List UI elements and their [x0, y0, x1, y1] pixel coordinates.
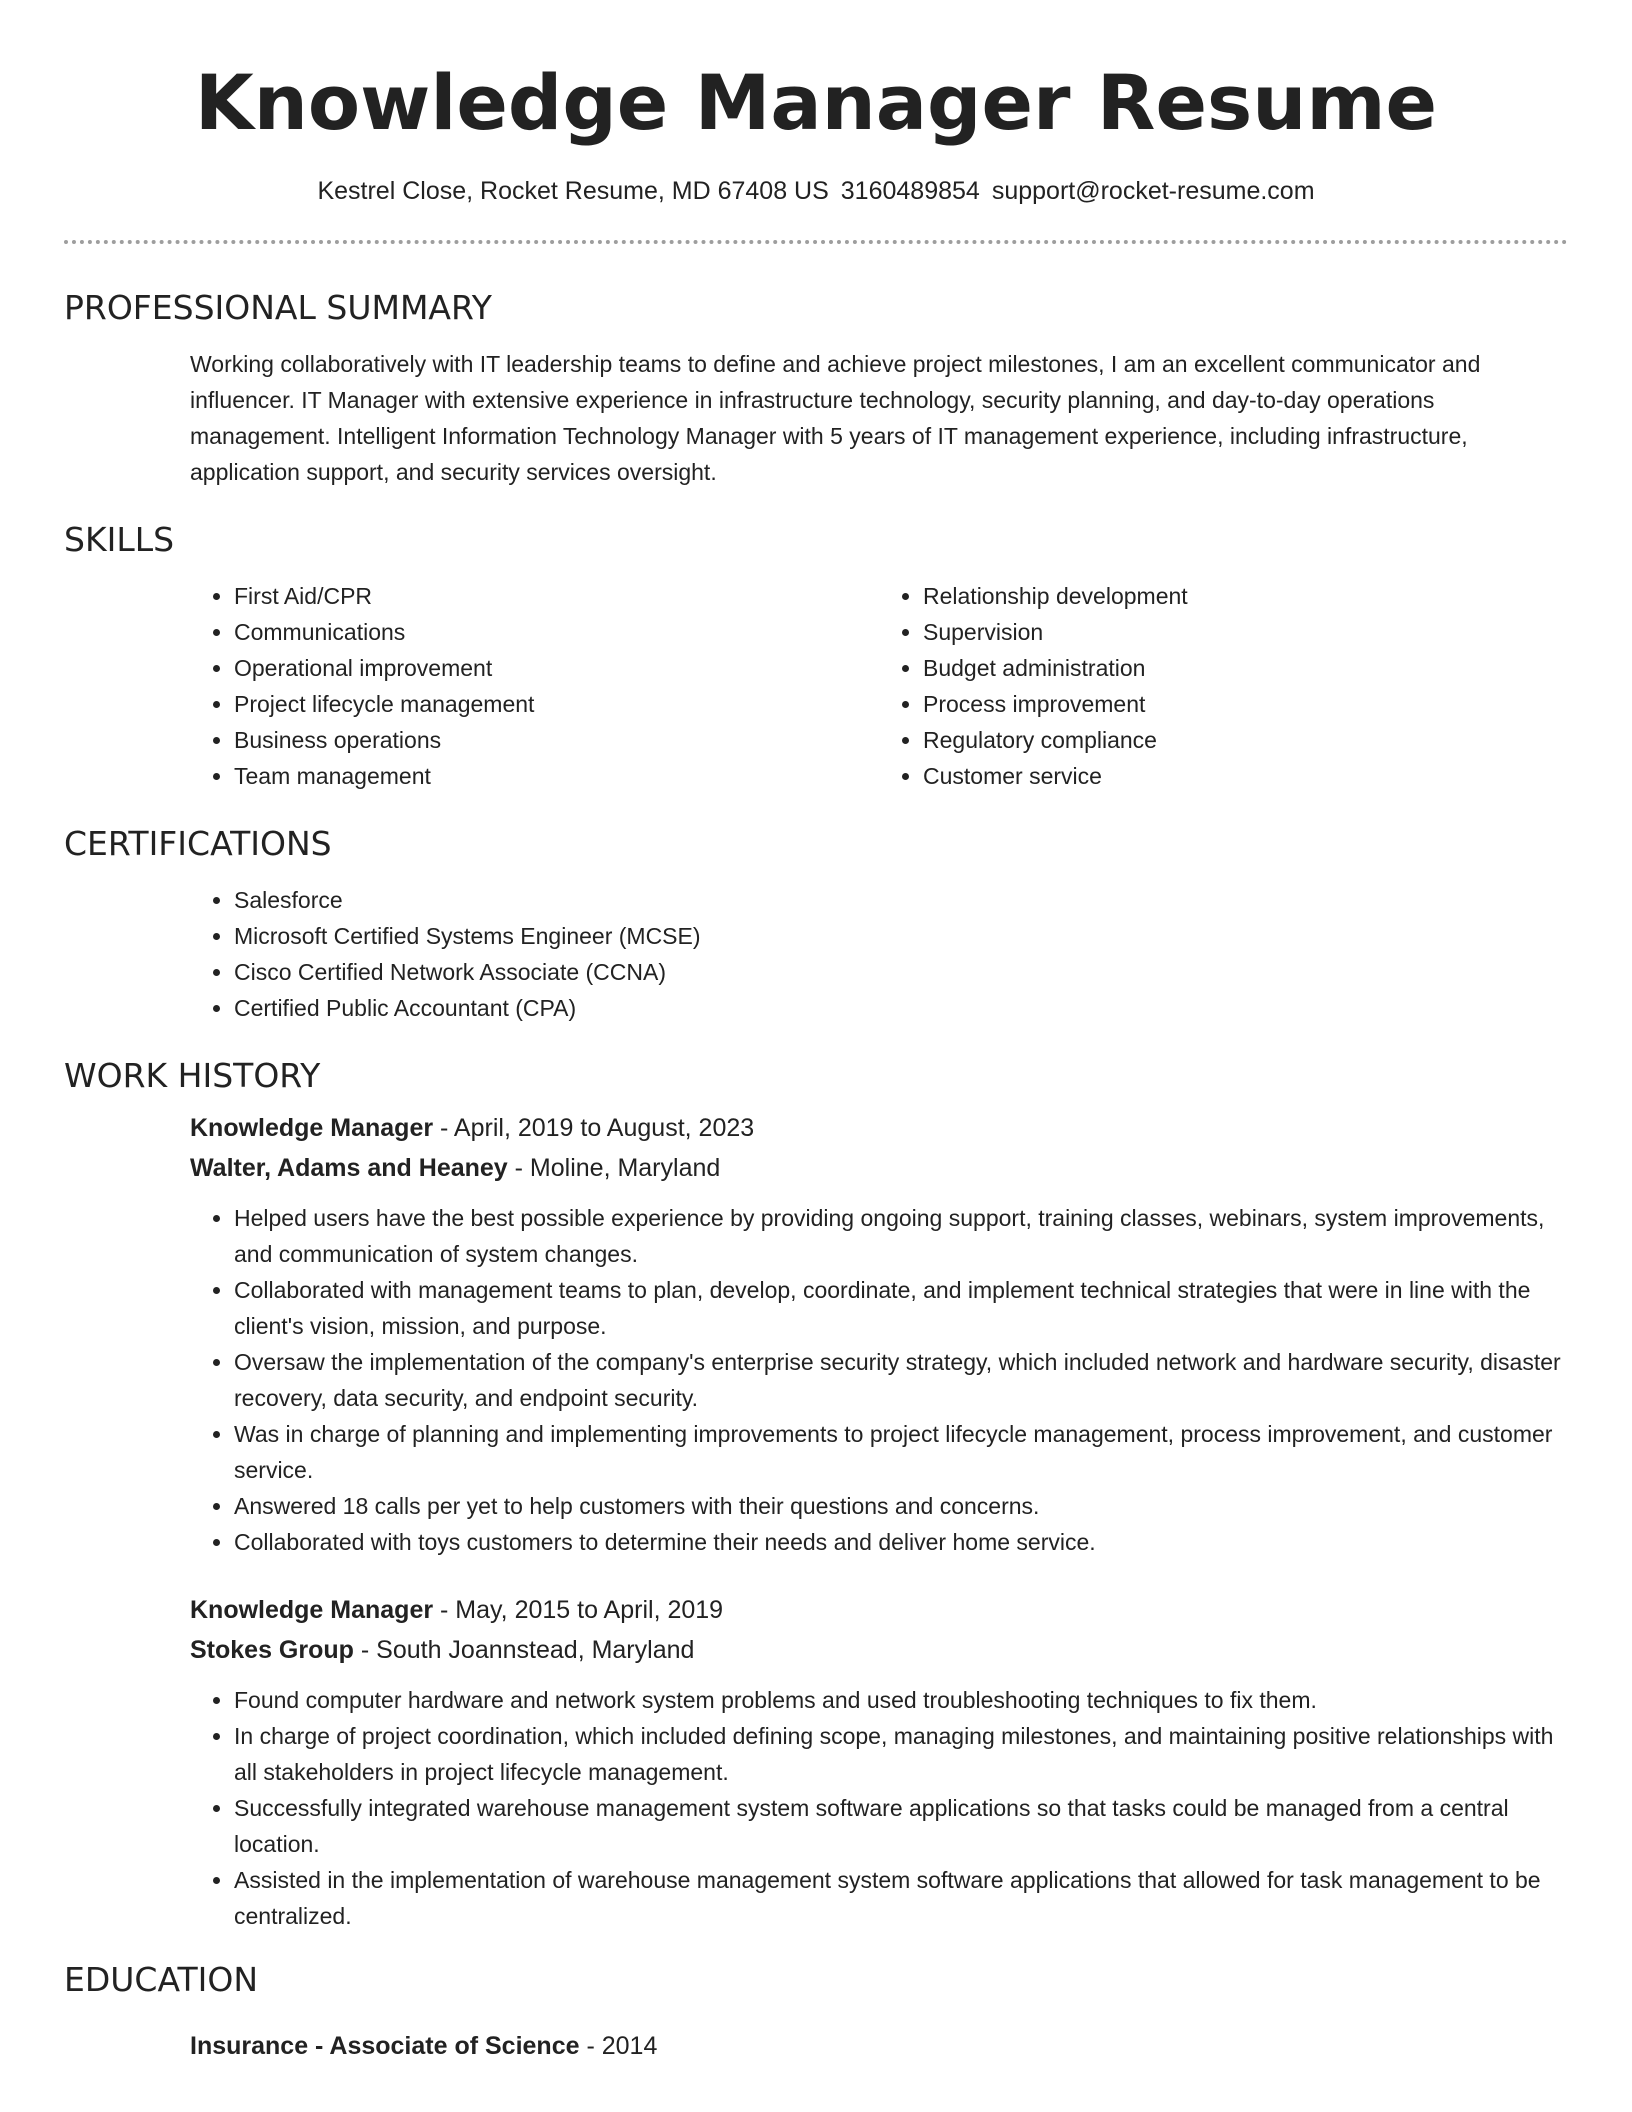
job-bullet: • In charge of project coordination, which included defining scope, managing milestones, and maintaining positive relationships with all stakeholders in project lifecycle management. — [234, 1718, 1568, 1790]
job-company: Walter, Adams and Heaney — [190, 1154, 508, 1182]
summary-heading: PROFESSIONAL SUMMARY — [64, 288, 492, 327]
job-entry — [190, 1108, 1568, 1560]
job-company: Stokes Group — [190, 1636, 354, 1664]
contact-email: support@rocket-resume.com — [991, 177, 1315, 205]
skills-heading: SKILLS — [64, 520, 175, 559]
job-title-line — [190, 1108, 1568, 1148]
education-entry — [190, 2026, 1568, 2066]
education-heading: EDUCATION — [64, 1960, 259, 1999]
certification-item: • Cisco Certified Network Associate (CCNA) — [234, 954, 1568, 990]
skills-list — [190, 578, 1568, 794]
skill-item: • Operational improvement — [234, 650, 879, 686]
job-dates: - May, 2015 to April, 2019 — [433, 1596, 724, 1624]
job-title-line — [190, 1590, 1568, 1630]
skills-column-right — [879, 578, 1568, 794]
job-bullet: • Collaborated with toys customers to determine their needs and deliver home service. — [234, 1524, 1568, 1560]
contact-address: Kestrel Close, Rocket Resume, MD 67408 US — [317, 177, 829, 205]
contact-line — [64, 174, 1568, 208]
job-bullet: • Found computer hardware and network system problems and used troubleshooting techniques to fix them. — [234, 1682, 1568, 1718]
job-company-line — [190, 1148, 1568, 1188]
contact-phone: 3160489854 — [840, 177, 980, 205]
job-bullet: • Collaborated with management teams to plan, develop, coordinate, and implement technical strategies that were in line with the client's vision, mission, and purpose. — [234, 1272, 1568, 1344]
skill-item: • Relationship development — [923, 578, 1568, 614]
job-company-line — [190, 1630, 1568, 1670]
summary-text: Working collaboratively with IT leadership teams to define and achieve project milestones, I am an excellent communicator and influencer. IT Manager with extensive experience in infrastructure technology, security planning, and day-to-day operations management. Intelligent Information Technology Manager with 5 years of IT management experience, including infrastructure, application support, and security services oversight. — [190, 351, 1481, 485]
education-year: - 2014 — [579, 2032, 658, 2060]
job-bullets — [190, 1682, 1568, 1934]
job-title: Knowledge Manager — [190, 1596, 434, 1624]
skill-item: • First Aid/CPR — [234, 578, 879, 614]
certification-item: • Certified Public Accountant (CPA) — [234, 990, 1568, 1026]
skill-item: • Team management — [234, 758, 879, 794]
job-bullet: • Assisted in the implementation of warehouse management system software applications that allowed for task management to be centralized. — [234, 1862, 1568, 1934]
education-degree: Insurance - Associate of Science — [190, 2032, 580, 2060]
certifications-list — [190, 882, 1568, 1026]
job-dates: - April, 2019 to August, 2023 — [433, 1114, 755, 1142]
skills-column-left — [190, 578, 879, 794]
job-bullet: • Answered 18 calls per yet to help customers with their questions and concerns. — [234, 1488, 1568, 1524]
job-bullet: • Successfully integrated warehouse management system software applications so that tasks could be managed from a central location. — [234, 1790, 1568, 1862]
work-history-heading: WORK HISTORY — [64, 1056, 321, 1095]
skill-item: • Customer service — [923, 758, 1568, 794]
job-bullet: • Oversaw the implementation of the company's enterprise security strategy, which included network and hardware security, disaster recovery, data security, and endpoint security. — [234, 1344, 1568, 1416]
skill-item: • Communications — [234, 614, 879, 650]
skill-item: • Business operations — [234, 722, 879, 758]
job-title: Knowledge Manager — [190, 1114, 434, 1142]
skill-item: • Project lifecycle management — [234, 686, 879, 722]
skill-item: • Supervision — [923, 614, 1568, 650]
job-location: - South Joannstead, Maryland — [353, 1636, 695, 1664]
job-bullet: • Helped users have the best possible experience by providing ongoing support, training classes, webinars, system improvements, and communication of system changes. — [234, 1200, 1568, 1272]
job-location: - Moline, Maryland — [507, 1154, 721, 1182]
job-entry — [190, 1590, 1568, 1934]
skill-item: • Budget administration — [923, 650, 1568, 686]
job-bullet: • Was in charge of planning and implementing improvements to project lifecycle management, process improvement, and customer service. — [234, 1416, 1568, 1488]
resume-page — [64, 0, 1568, 2066]
skill-item: • Process improvement — [923, 686, 1568, 722]
certifications-heading: CERTIFICATIONS — [64, 824, 332, 863]
skill-item: • Regulatory compliance — [923, 722, 1568, 758]
job-bullets — [190, 1200, 1568, 1560]
resume-title: Knowledge Manager Resume — [194, 58, 1438, 147]
certification-item: • Microsoft Certified Systems Engineer (MCSE) — [234, 918, 1568, 954]
certification-item: • Salesforce — [234, 882, 1568, 918]
header-divider — [64, 240, 1568, 244]
